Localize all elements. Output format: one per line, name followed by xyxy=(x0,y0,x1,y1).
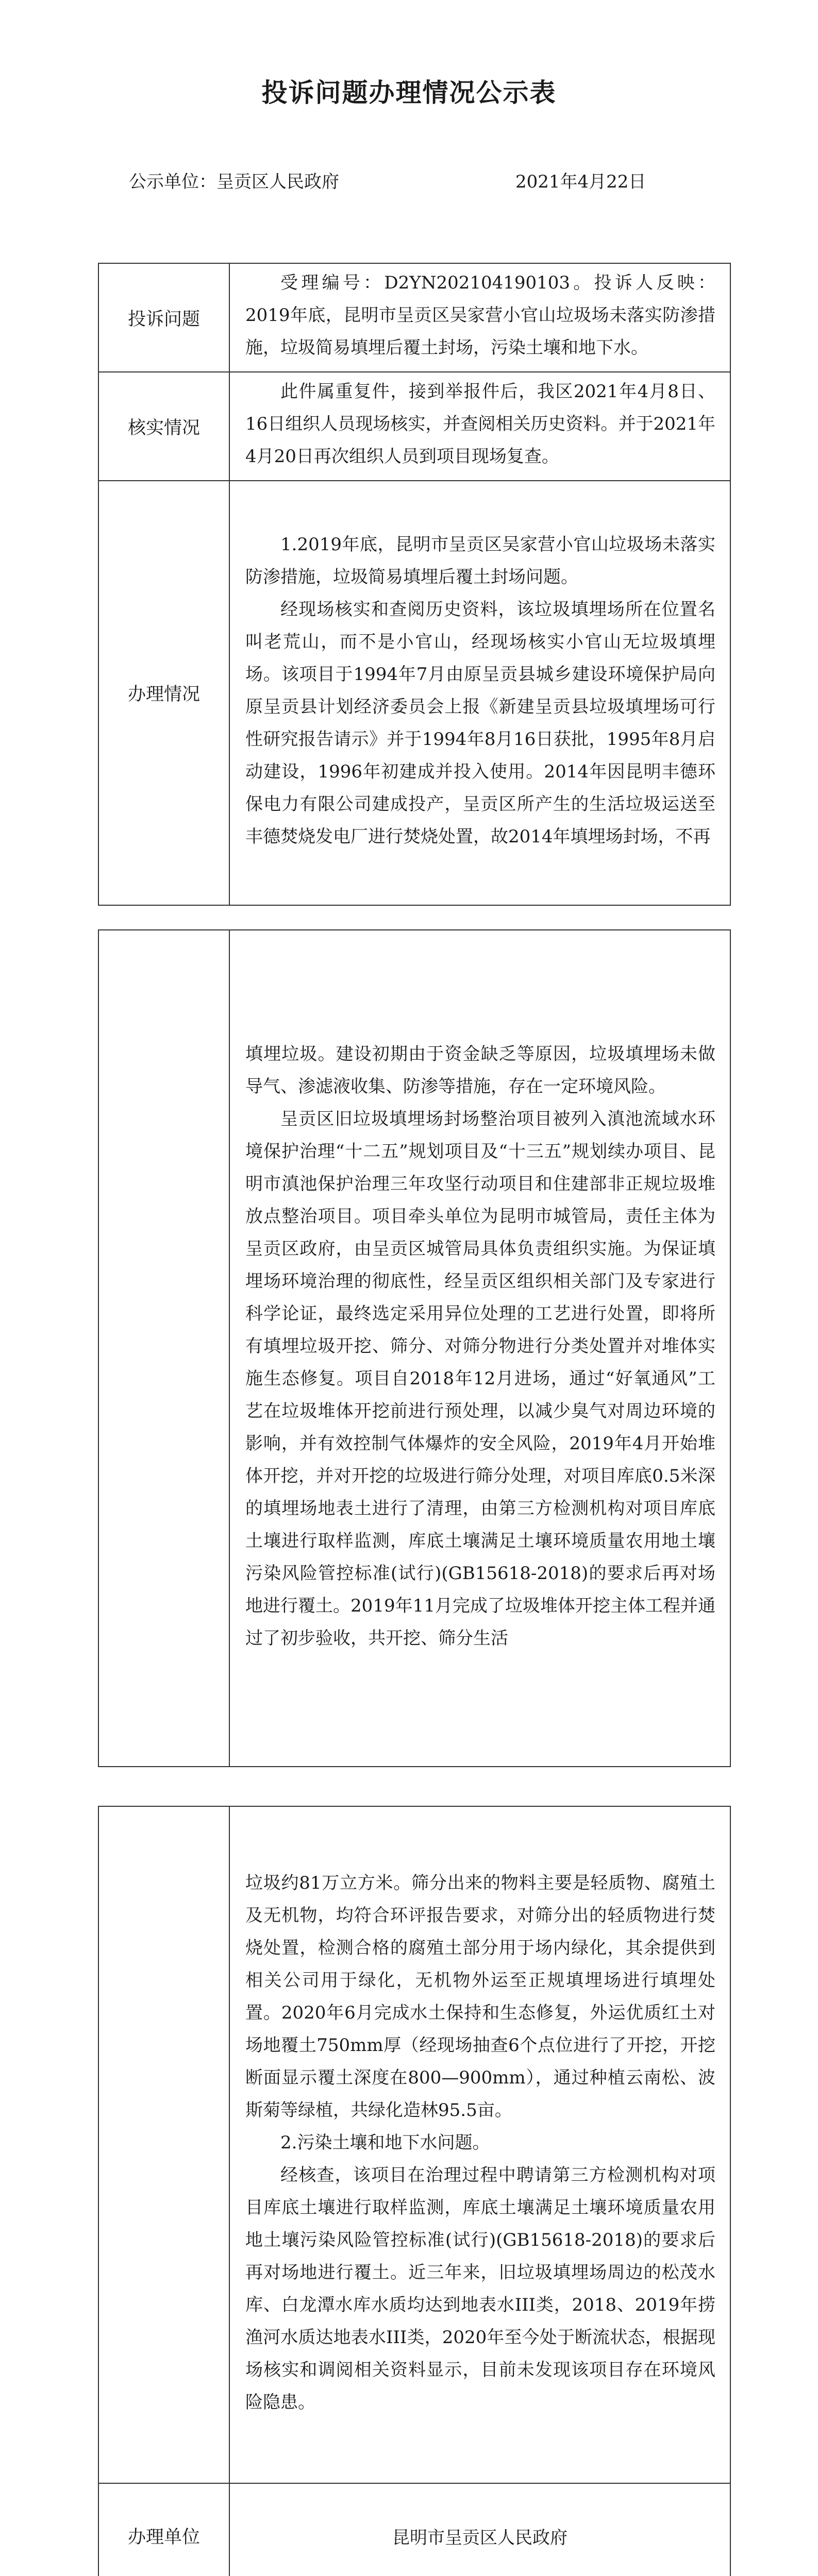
verification-label: 核实情况 xyxy=(98,372,229,481)
handling-label-continued xyxy=(98,930,229,1767)
handling-paragraph: 1.2019年底，昆明市呈贡区吴家营小官山垃圾场未落实防渗措施，垃圾简易填埋后覆土封场问题。 xyxy=(245,534,715,587)
handling-cell-2 xyxy=(229,930,730,1767)
handling-paragraph: 呈贡区旧垃圾填埋场封场整治项目被列入滇池流域水环境保护治理“十二五”规划项目及“十三五”规划续办项目、昆明市滇池保护治理三年攻坚行动项目和住建部非正规垃圾堆放点整治项目。项目牵头单位为昆明市城管局，责任主体为呈贡区政府，由呈贡区城管局具体负责组织实施。为保证填埋场环境治理的彻底性，经呈贡区组织相关部门及专家进行科学论证，最终选定采用异位处理的工艺进行处置，即将所有填埋垃圾开挖、筛分、对筛分物进行分类处置并对堆体实施生态修复。项目自2018年12月进场，通过“好氧通风”工艺在垃圾堆体开挖前进行预处理，以减少臭气对周边环境的影响，并有效控制气体爆炸的安全风险，2019年4月开始堆体开挖，并对开挖的垃圾进行筛分处理，对项目库底0.5米深的填埋场地表土进行了清理，由第三方检测机构对项目库底土壤进行取样监测，库底土壤满足土壤环境质量农用地土壤污染风险管控标准(试行)(GB15618-2018)的要求后再对场地进行覆土。2019年11月完成了垃圾堆体开挖主体工程并通过了初步验收，共开挖、筛分生活 xyxy=(245,1108,715,1649)
handling-paragraph: 填埋垃圾。建设初期由于资金缺乏等原因，垃圾填埋场未做导气、渗滤液收集、防渗等措施，存在一定环境风险。 xyxy=(245,1043,715,1097)
handling-cell-3 xyxy=(229,1806,730,2483)
publishing-unit-label: 公示单位： xyxy=(129,172,216,192)
handling-cell-1 xyxy=(229,481,730,905)
unit-value: 昆明市呈贡区人民政府 xyxy=(229,2483,730,2576)
notice-table-part-2 xyxy=(98,929,731,1767)
complaint-cell xyxy=(229,263,730,372)
handling-paragraph: 经现场核实和查阅历史资料，该垃圾填埋场所在位置名叫老荒山，而不是小官山，经现场核实小官山无垃圾填埋场。该项目于1994年7月由原呈贡县城乡建设环境保护局向原呈贡县计划经济委员会上报《新建呈贡县垃圾填埋场可行性研究报告请示》并于1994年8月16日获批，1995年8月启动建设，1996年初建成并投入使用。2014年因昆明丰德环保电力有限公司建成投产，呈贡区所产生的生活垃圾运送至丰德焚烧发电厂进行焚烧处置，故2014年填埋场封场，不再 xyxy=(245,599,715,847)
verification-cell xyxy=(229,372,730,481)
page-title: 投诉问题办理情况公示表 xyxy=(261,78,557,108)
notice-table-part-1 xyxy=(98,263,731,906)
unit-row xyxy=(98,2483,730,2576)
complaint-row xyxy=(98,263,730,372)
handling-label: 办理情况 xyxy=(98,481,229,905)
verification-text: 此件属重复件，接到举报件后，我区2021年4月8日、16日组织人员现场核实，并查阅相关历史资料。并于2021年4月20日再次组织人员到项目现场复查。 xyxy=(245,381,715,467)
handling-row-continued xyxy=(98,1806,730,2483)
publishing-unit xyxy=(129,167,339,193)
handling-row xyxy=(98,481,730,905)
publish-date: 2021年4月22日 xyxy=(515,172,646,192)
handling-paragraph: 经核查，该项目在治理过程中聘请第三方检测机构对项目库底土壤进行取样监测，库底土壤满足土壤环境质量农用地土壤污染风险管控标准(试行)(GB15618-2018)的要求后再对场地进行覆土。近三年来，旧垃圾填埋场周边的松茂水库、白龙潭水库水质均达到地表水III类，2018、2019年捞渔河水质达地表水III类，2020年至今处于断流状态，根据现场核实和调阅相关资料显示，目前未发现该项目存在环境风险隐患。 xyxy=(245,2164,715,2413)
verification-row xyxy=(98,372,730,481)
handling-label-continued xyxy=(98,1806,229,2483)
handling-paragraph: 2.污染土壤和地下水问题。 xyxy=(280,2132,490,2153)
handling-paragraph: 垃圾约81万立方米。筛分出来的物料主要是轻质物、腐殖土及无机物，均符合环评报告要求，对筛分出的轻质物进行焚烧处置，检测合格的腐殖土部分用于场内绿化，其余提供到相关公司用于绿化，无机物外运至正规填埋场进行填埋处置。2020年6月完成水土保持和生态修复，外运优质红土对场地覆土750mm厚（经现场抽查6个点位进行了开挖，开挖断面显示覆土深度在800—900mm），通过种植云南松、波斯菊等绿植，共绿化造林95.5亩。 xyxy=(245,1872,715,2121)
handling-row-continued xyxy=(98,930,730,1767)
notice-table-part-3 xyxy=(98,1806,731,2576)
publishing-unit-value: 呈贡区人民政府 xyxy=(216,172,339,192)
unit-label: 办理单位 xyxy=(98,2483,229,2576)
complaint-label: 投诉问题 xyxy=(98,263,229,372)
complaint-text: 受理编号：D2YN202104190103。投诉人反映：2019年底，昆明市呈贡区吴家营小官山垃圾场未落实防渗措施，垃圾简易填埋后覆土封场，污染土壤和地下水。 xyxy=(245,273,715,358)
